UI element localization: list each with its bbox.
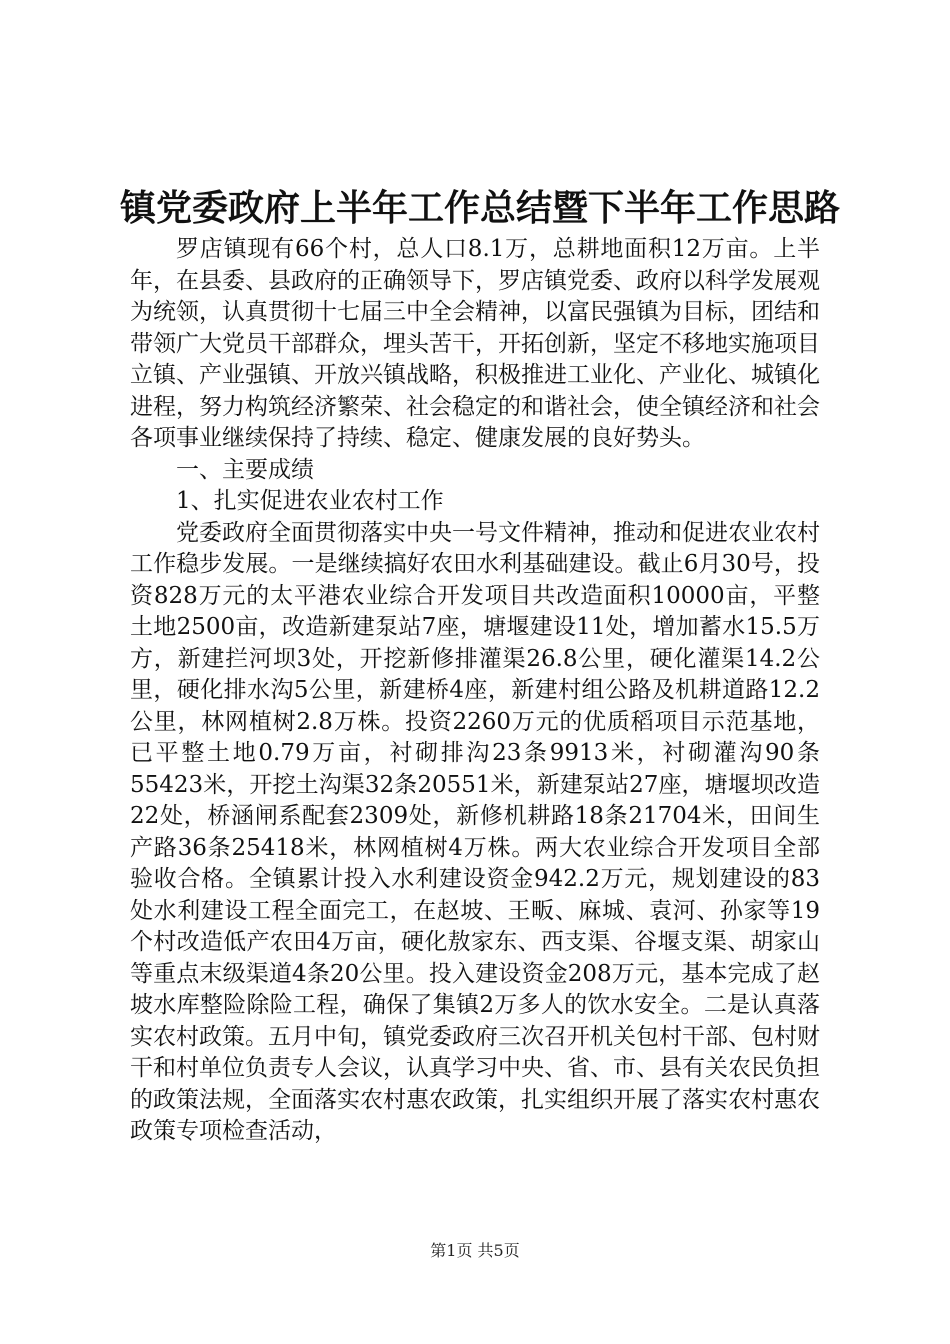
- paragraph-agriculture: 党委政府全面贯彻落实中央一号文件精神，推动和促进农业农村工作稳步发展。一是继续搞好农田水利基础建设。截止6月30号，投资828万元的太平港农业综合开发项目共改造面积10000亩，平整土地2500亩，改造新建泵站7座，塘堰建设11处，增加蓄水15.5万方，新建拦河坝3处，开挖新修排灌渠26.8公里，硬化灌渠14.2公里，硬化排水沟5公里，新建桥4座，新建村组公路及机耕道路12.2公里，林网植树2.8万株。投资2260万元的优质稻项目示范基地，已平整土地0.79万亩，衬砌排沟23条9913米，衬砌灌沟90条55423米，开挖土沟渠32条20551米，新建泵站27座，塘堰坝改造22处，桥涵闸系配套2309处，新修机耕路18条21704米，田间生产路36条25418米，林网植树4万株。两大农业综合开发项目全部验收合格。全镇累计投入水利建设资金942.2万元，规划建设的83处水利建设工程全面完工，在赵坡、王畈、麻城、袁河、孙家等19个村改造低产农田4万亩，硬化敖家东、西支渠、谷堰支渠、胡家山等重点末级渠道4条20公里。投入建设资金208万元，基本完成了赵坡水库整险除险工程，确保了集镇2万多人的饮水安全。二是认真落实农村政策。五月中旬，镇党委政府三次召开机关包村干部、包村财干和村单位负责专人会议，认真学习中央、省、市、县有关农民负担的政策法规，全面落实农村惠农政策，扎实组织开展了落实农村惠农政策专项检查活动，: [130, 519, 820, 1144]
- document-title: 镇党委政府上半年工作总结暨下半年工作思路: [120, 187, 841, 229]
- document-body: [130, 234, 820, 1148]
- page-footer: 第1页 共5页: [430, 1241, 520, 1260]
- subsection-heading: 1、扎实促进农业农村工作: [176, 488, 444, 514]
- section-heading: 一、主要成绩: [176, 456, 314, 483]
- paragraph-intro: 罗店镇现有66个村，总人口8.1万，总耕地面积12万亩。上半年，在县委、县政府的正确领导下，罗店镇党委、政府以科学发展观为统领，认真贯彻十七届三中全会精神，以富民强镇为目标，团结和带领广大党员干部群众，埋头苦干，开拓创新，坚定不移地实施项目立镇、产业强镇、开放兴镇战略，积极推进工业化、产业化、城镇化进程，努力构筑经济繁荣、社会稳定的和谐社会，使全镇经济和社会各项事业继续保持了持续、稳定、健康发展的良好势头。: [130, 236, 820, 451]
